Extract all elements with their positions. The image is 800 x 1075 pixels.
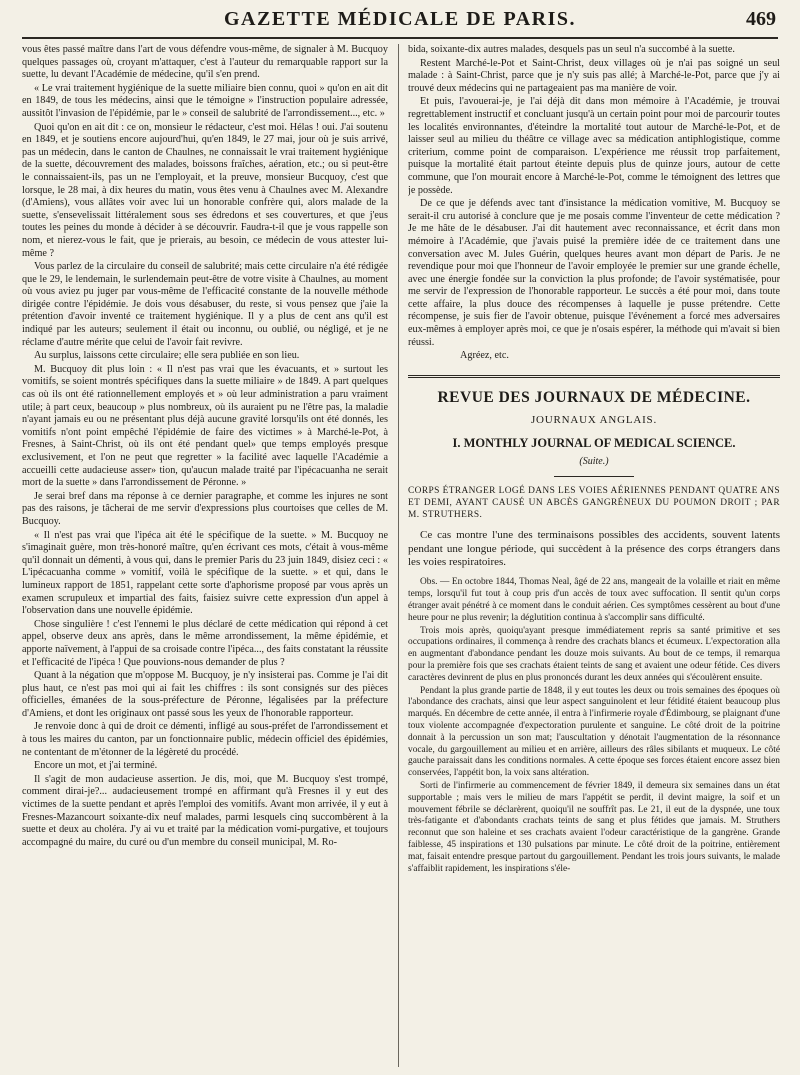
paragraph: vous êtes passé maître dans l'art de vous défendre vous-même, de signaler à M. Bucquoy quelques passages où, croyant m'attaquer, c'est à l'auteur du remarquable rapport sur la suette, lu devant l'Académie de médecine, qu'il s'en prend. xyxy=(22,44,388,81)
paragraph: Chose singulière ! c'est l'ennemi le plus déclaré de cette médication qui répond à cet appel, observe deux ans après, dans le même arrondissement, la même épidémie, et apporte naïvement, à l'appui de sa croisade contre l'ipéca..., des faits constatant la réussite et l'efficacité de l'ipéca ! Que pouvions-nous demander de plus ? xyxy=(22,618,388,668)
paragraph: Sorti de l'infirmerie au commencement de février 1849, il demeura six semaines dans un état supportable ; mais vers le milieu de mars l'appétit se perdit, il devint maigre, la soif et un mouvement fébrile se déclarèrent, quoiqu'il ne souffrît pas. Le 21, il eut de la dyspnée, une toux très-fatigante et d'abondants crachats teints de sang et plus fétides que jamais. M. Struthers reconnut que son haleine et ses crachats avaient l'odeur caractéristique de la gangrène. Grande faiblesse, 45 inspirations et 130 pulsations par minute. Le côté droit de la poitrine, entièrement mat, faisait entendre presque partout du gargouillement. Pendant les trois jours suivants, le malade s'affaiblit rapidement, les inspirations s'éle- xyxy=(408,780,780,874)
paragraph: Vous parlez de la circulaire du conseil de salubrité; mais cette circulaire n'a été rédigée que le 29, le lendemain, le surlendemain peut-être de votre visite à Chaulnes, au moment où vous aviez pu juger par vous-même de l'efficacité constante de la nouvelle méthode dirigée contre l'épidémie. Je dois vous désabuser, du reste, si vous pensez que j'aie la prétention d'avoir inventé ce traitement hygiénique. Il y a plus de cent ans qu'il est indiqué par les auteurs; seulement il était ou inconnu, ou oublié, ou négligé, et je ne réclame d'autre mérite que celui de l'avoir fait revivre. xyxy=(22,261,388,348)
journal-title: GAZETTE MÉDICALE DE PARIS. xyxy=(223,8,577,30)
section-title: REVUE DES JOURNAUX DE MÉDECINE. xyxy=(437,388,751,406)
paragraph: Au surplus, laissons cette circulaire; elle sera publiée en son lieu. xyxy=(34,350,300,362)
column-divider xyxy=(398,44,399,1067)
paragraph: Restent Marché-le-Pot et Saint-Christ, deux villages où je n'ai pas soigné un seul malade : à Saint-Christ, parce que je n'y suis pas allé; à Marché-le-Pot, parce que j'y ai trouvé deux médecins qui ne partageaient pas ma manière de voir. xyxy=(408,57,780,94)
page-number: 469 xyxy=(746,8,776,30)
paragraph: Obs. — En octobre 1844, Thomas Neal, âgé de 22 ans, mangeait de la volaille et riait en même temps, lorsqu'il fut tout à coup pris d'un accès de toux avec suffocation. Il sentit qu'un corps étranger avait pénétré à ce moment dans le conduit aérien. Ces symptômes cessèrent au bout d'une heure pour ne plus revenir; la déglutition continua à s'accomplir sans difficulté. xyxy=(408,577,780,623)
paragraph: bida, soixante-dix autres malades, desquels pas un seul n'a succombé à la suette. xyxy=(408,44,735,55)
article-abstract: Ce cas montre l'une des terminaisons possibles des accidents, souvent latents pendant une longue période, qui succèdent à la présence des corps étrangers dans les voies respiratoires. xyxy=(408,529,780,569)
header-rule xyxy=(22,37,778,39)
signoff: Agréez, etc. xyxy=(460,350,509,362)
paragraph: Encore un mot, et j'ai terminé. xyxy=(34,760,158,772)
paragraph: Je renvoie donc à qui de droit ce démenti, infligé au sous-préfet de l'arrondissement et à tous les maires du canton, par un fonctionnaire public, médecin officiel des épidémies, ne contentant de m'étonner de la légèreté du procédé. xyxy=(22,721,388,758)
paragraph: De ce que je défends avec tant d'insistance la médication vomitive, M. Bucquoy se serait-il cru autorisé à conclure que je me posais comme l'inventeur de cette médication ? Je me hâte de le désabuser. J'ai dit hautement avec reconnaissance, et écrit dans mon mémoire à l'Académie, que j'avais puisé la première idée de ce traitement dans une conversation avec M. Jules Guérin, quelques heures avant mon départ de Paris. Je ne revendique pour moi que l'honneur de l'avoir employée le premier sur une grande échelle, avec une énergie fondée sur la conviction la plus profonde; de l'avoir systématisée, pour me servir de l'expression de l'honorable rapporteur. Le succès a été pour moi, dans toute cette affaire, la plus douce des récompenses à laquelle je pusse prétendre. Cette récompense, je suis fier de l'avoir obtenue, puisque l'événement a forcé mes adversaires eux-mêmes à employer après moi, ce que je n'osais espérer, la méthode qui m'avait si bien réussi. xyxy=(408,198,780,348)
page-header xyxy=(22,6,778,34)
paragraph: « Il n'est pas vrai que l'ipéca ait été le spécifique de la suette. » M. Bucquoy ne s'imaginait guère, mon très-honoré maître, qu'en écrivant ces mots, c'était à vous-même qu'il donnait un démenti, à vous qui, dans le premier Paris du 23 juin 1849, disiez ceci : « L'ipécacuanha comme » vomitif, voilà le spécifique de la suette. » et qui, dans le lumineux rapport de 1851, rappelant cette sorte d'aphorisme proposé par vous après un examen scrupuleux et impartial des faits, faisiez suivre cette expression d'un appel à l'observation dans une nouvelle épidémie. xyxy=(22,529,388,617)
paragraph: Il s'agit de mon audacieuse assertion. Je dis, moi, que M. Bucquoy s'est trompé, comment dirai-je?... audacieusement trompé en affirmant qu'à Fresnes il y eut des victimes de la suette pendant et après l'emploi des vomitifs. Avant mon arrivée, il y eut à Fresnes-Mazancourt soixante-dix neuf malades, parmi lesquels cinq succombèrent à la suette et deux au choléra. J'y ai vu et traité par la médication vomi-purgative, et toujours accompagné du maire, du curé ou d'un membre du conseil municipal, M. Ro- xyxy=(22,773,388,848)
paragraph: « Le vrai traitement hygiénique de la suette miliaire bien connu, quoi » qu'on en ait dit en 1849, de tous les médecins, ainsi que le témoigne » l'instruction populaire adressée, aussitôt l'invasion de l'épidémie, par le » conseil de salubrité de l'arrondissement..., etc. » xyxy=(22,82,388,119)
paragraph: Quant à la négation que m'oppose M. Bucquoy, je n'y insisterai pas. Comme je l'ai dit plus haut, ce n'est pas moi qui ai fait les chiffres : ils sont consignés sur des pièces officielles, émanées de la sous-préfecture de Péronne, légalisées par la préfecture d'Amiens, et dont les originaux ont passé sous les yeux de l'honorable rapporteur. xyxy=(22,670,388,719)
suite-label: (Suite.) xyxy=(579,455,609,467)
right-column xyxy=(408,44,780,1067)
paragraph: Trois mois après, quoiqu'ayant presque immédiatement repris sa santé primitive et ses occupations ordinaires, il commença à rendre des crachats blancs et écumeux. L'expectoration alla en augmentant d'abondance pendant les douze mois suivants. Au bout de ce temps, il remarqua pour la première fois que ses crachats étaient teints de sang et avaient une odeur fétide. Ces divers caractères devinrent de plus en plus prononcés durant les deux années qui s'écoulèrent ensuite. xyxy=(408,625,780,683)
article-heading: CORPS ÉTRANGER LOGÉ DANS LES VOIES AÉRIENNES PENDANT QUATRE ANS ET DEMI, AYANT CAUSÉ UN ABCÈS GANGRÉNEUX DU POUMON DROIT ; PAR M. STRUTHERS. xyxy=(408,486,780,521)
journal-heading: I. MONTHLY JOURNAL OF MEDICAL SCIENCE. xyxy=(452,436,736,451)
paragraph: Et puis, l'avouerai-je, je l'ai déjà dit dans mon mémoire à l'Académie, je trouvai regrettablement instructif et concluant jusqu'à un certain point pour moi de parcourir toutes les localités environnantes, d'éteindre la mortalité tout autour de Marché-le-Pot, et de laisser seul au milieu du théâtre ce village avec sa médication antiphlogistique, comme criterium, comme point de comparaison. L'expérience me réussit trop parfaitement, puisque la mortalité était partout éteinte depuis plus de quinze jours, autour de cette commune, que l'on mourait encore à Marché-le-Pot, comme le témoignent des lettres que je possède. xyxy=(408,96,780,196)
paragraph: M. Bucquoy dit plus loin : « Il n'est pas vrai que les évacuants, et » surtout les vomitifs, se soient montrés spécifiques dans la suette miliaire » de 1849. A part quelques cas où ils ont été rationnellement employés et » où leur administration a paru vraiment utile; à part ceux, beaucoup » plus nombreux, où ils auraient pu ne l'être pas, la maladie n'ayant jamais eu ou ne présentant plus déjà aucune gravité lorsqu'ils ont été donnés, les vomitifs n'ont point empêché l'épidémie de faire des victimes » à Marché-le-Pot, à Fresnes, à Saint-Christ, où ils ont été pendant quel» que temps employés presque exclusivement, et l'on ne peut que regretter » la facilité avec laquelle l'Académie a accueilli cette audacieuse asser» tion, qu'aucun malade traité par l'ipécacuanha ne serait mort de la suette » dans l'arrondissement de Péronne. » xyxy=(22,363,388,489)
section-rule xyxy=(408,375,780,378)
section-subtitle: JOURNAUX ANGLAIS. xyxy=(530,414,658,427)
paragraph: Je serai bref dans ma réponse à ce dernier paragraphe, et comme les injures ne sont pas des raisons, je tâcherai de me servir d'expressions plus courtoises que celles de M. Bucquoy. xyxy=(22,490,388,527)
paragraph: Quoi qu'on en ait dit : ce on, monsieur le rédacteur, c'est moi. Hélas ! oui. J'ai soutenu en 1849, et je soutiens encore aujourd'hui, qu'en 1849, le 27 mai, jour où je suis arrivé, pas un médecin, dans le canton de Chaulnes, ne connaissait le vrai traitement hygiénique de la suette, découvrement des malades, boissons fraîches, aération, etc.; ou si peut-être le connaissaient-ils, pas un ne l'employait, et la preuve, monsieur Bucquoy, c'est que lorsque, le 28 mai, à dix heures du matin, vous êtes venu à Chaulnes avec M. Alexandre (d'Amiens), vous allâtes voir avec lui un honorable confrère qui, alors malade de la suette, s'ensevelissait littéralement sous ses édredons et ses couvertures, et que j'eus toutes les peines du monde à décider à se découvrir. Faudra-t-il que je vous rappelle son nom, et nierez-vous le fait, que je prierais, au besoin, ce médecin de vous attester lui-même ? xyxy=(22,121,388,259)
left-column xyxy=(22,44,388,1067)
paragraph: Pendant la plus grande partie de 1848, il y eut toutes les deux ou trois semaines des époques où l'abondance des crachats, ainsi que leur aspect sanguinolent et leur fétidité étaient beaucoup plus marqués. En décembre de cette année, il entra à l'infirmerie royale d'Édimbourg, se plaignant d'une toux violente accompagnée d'expectoration purulente et sanguine. Le côté droit de la poitrine donnait à la percussion un son mat; l'auscultation y dénotait l'augmentation de la résonnance vocale, du gargouillement au milieu et en arrière, ailleurs des râles sibilants et muqueux. Le côté gauche paraissait dans les conditions normales. A cette époque ses forces étaient encore assez bien conservées, l'appétit bon, la voix sans altération. xyxy=(408,685,780,779)
short-rule xyxy=(554,476,634,477)
